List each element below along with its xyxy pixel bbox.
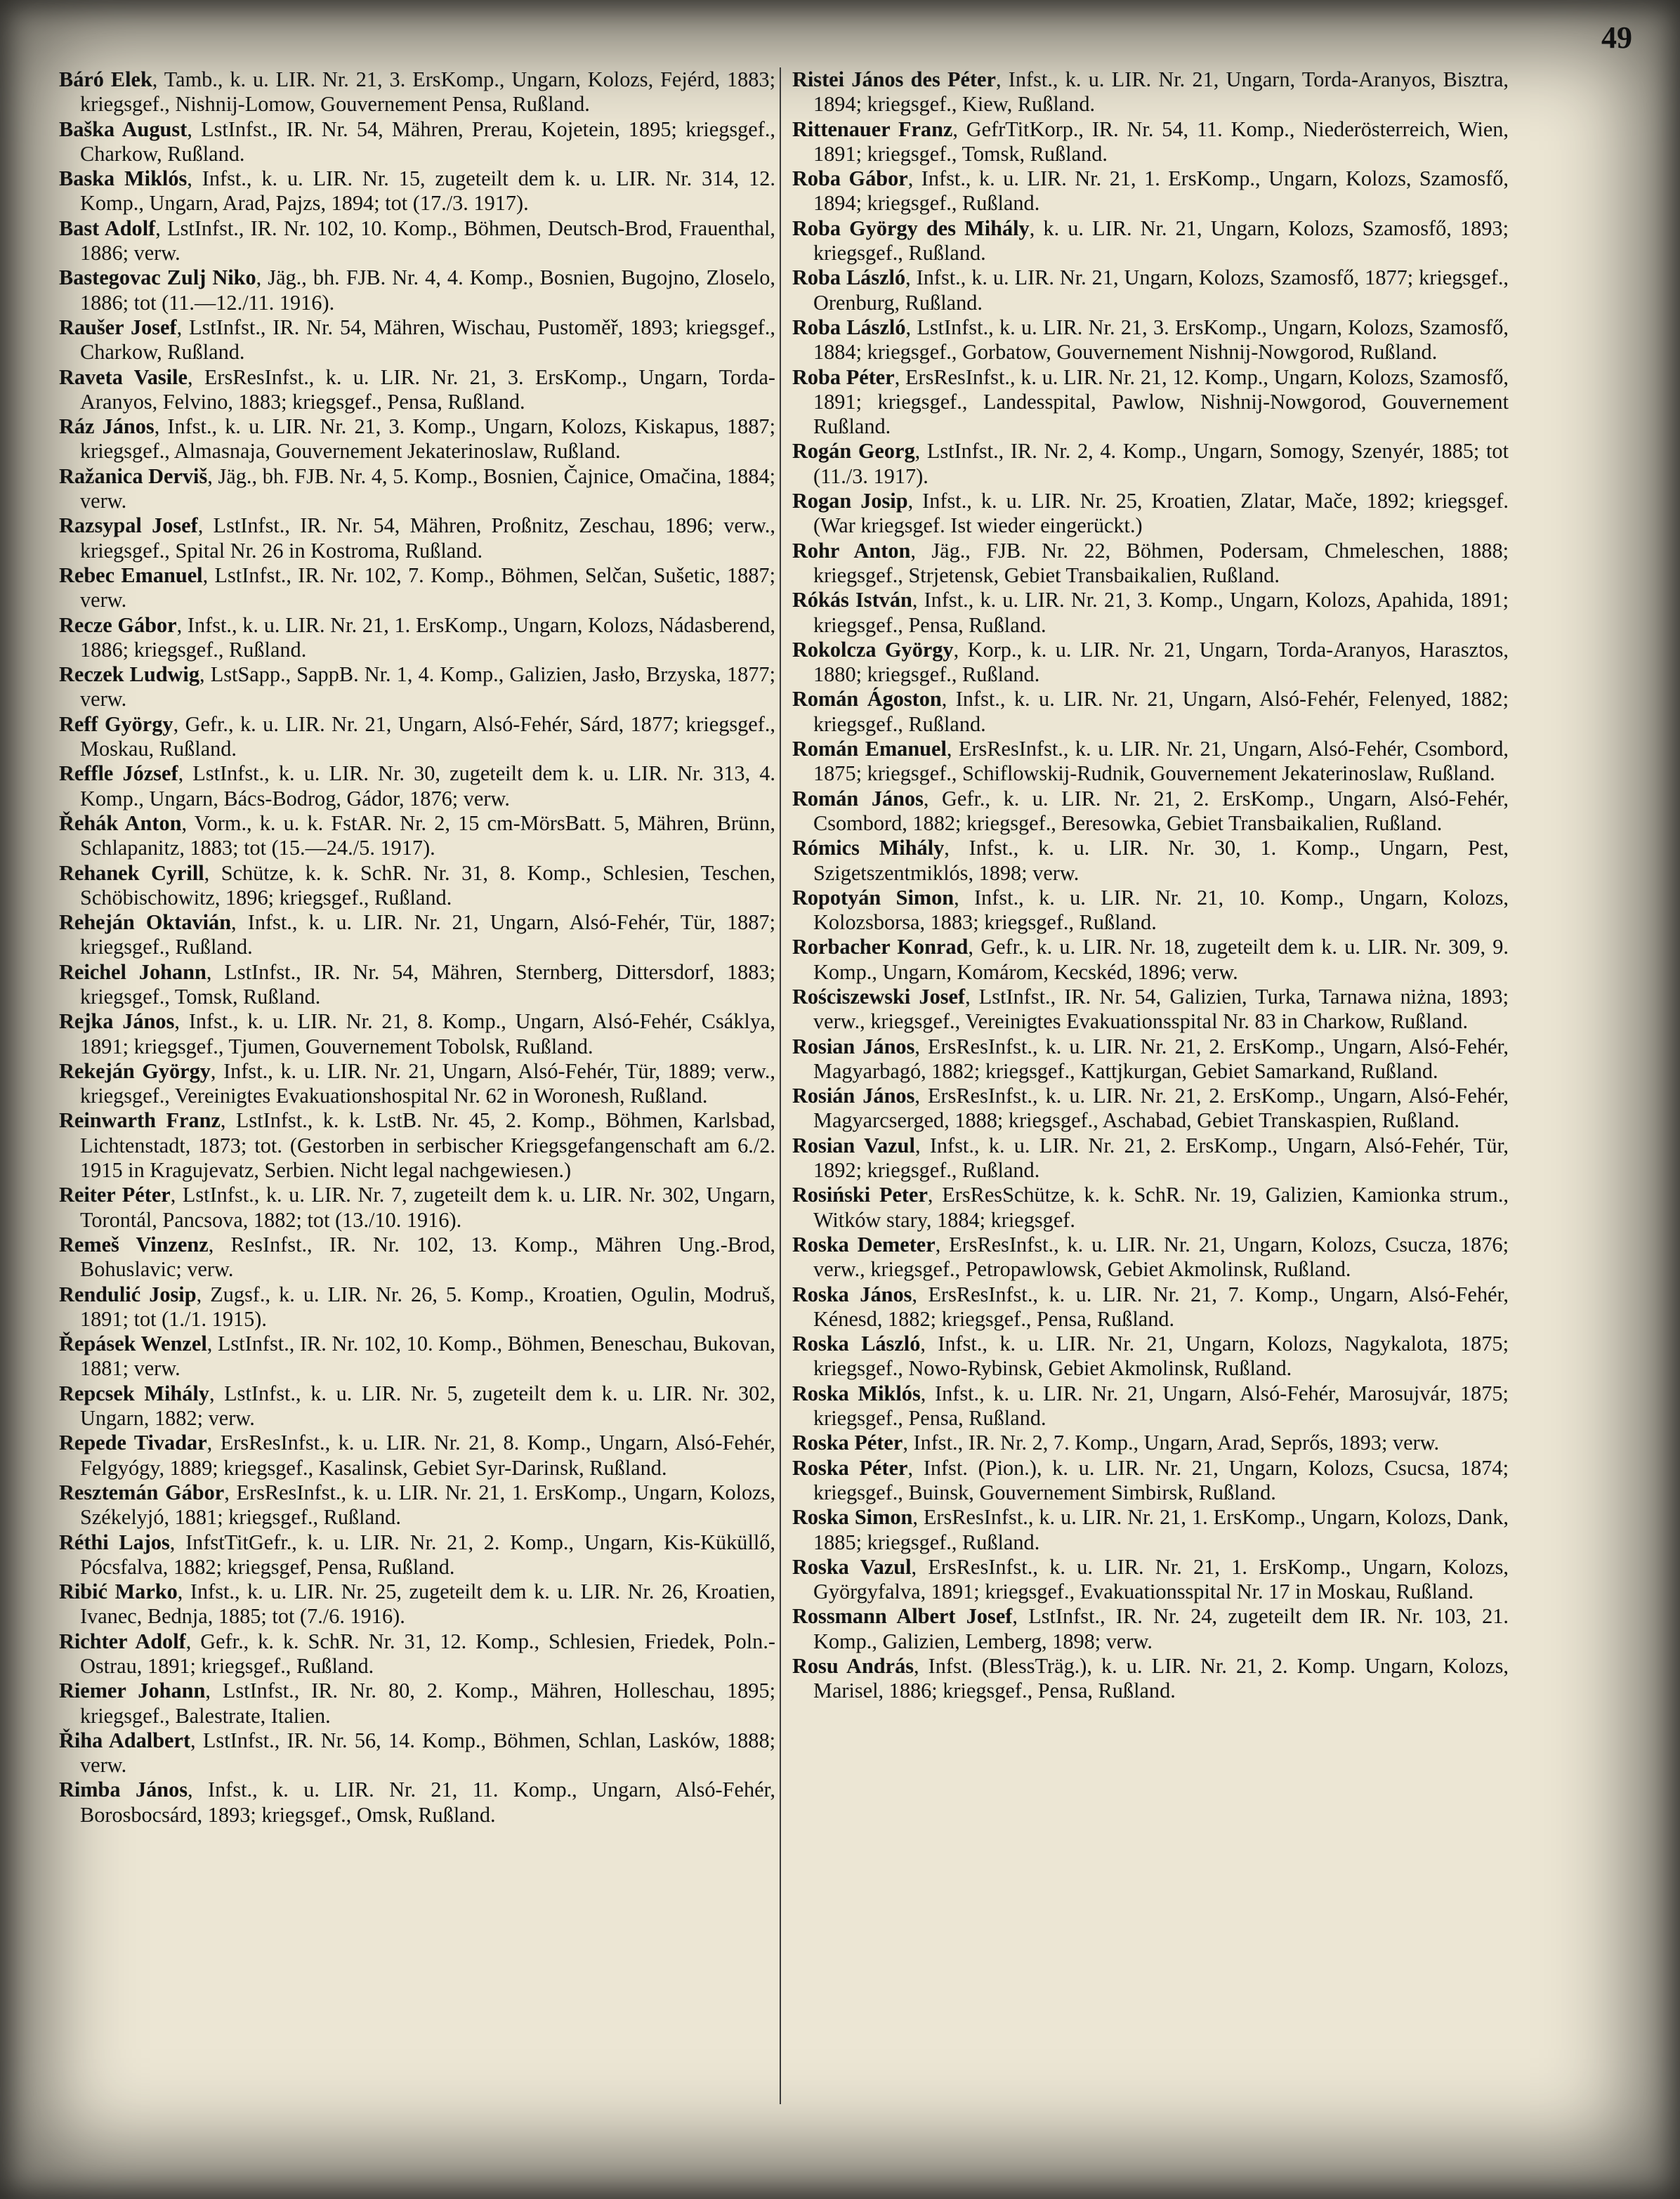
entry-name: Roska László	[792, 1332, 921, 1356]
entry-details: , ErsResSchütze, k. k. SchR. Nr. 19, Galizien, Kamionka strum., Witków stary, 1884; kriegsgef.	[813, 1183, 1509, 1232]
entry-details: , Infst., k. u. LIR. Nr. 21, Ungarn, Alsó-Fehér, Marosujvár, 1875; kriegsgef., Pensa, Rußland.	[813, 1381, 1509, 1431]
entry-details: , LstInfst., IR. Nr. 54, Galizien, Turka, Tarnawa niżna, 1893; verw., kriegsgef., Vereinigtes Evakuationsspital Nr. 83 in Charkow, Rußland.	[813, 984, 1509, 1034]
entry-name: Repede Tivadar	[59, 1431, 207, 1455]
entry-details: , Infst., k. u. LIR. Nr. 21, Ungarn, Alsó-Fehér, Tür, 1889; verw., kriegsgef., Vereinigtes Evakuationshospital Nr. 62 in Woronesh, Rußland.	[80, 1058, 775, 1108]
entry-name: Réthi Lajos	[59, 1530, 170, 1554]
register-entry	[59, 117, 775, 167]
entry-name: Bastegovac Zulj Niko	[59, 265, 256, 290]
entry-details: , ErsResInfst., k. u. LIR. Nr. 21, 3. ErsKomp., Ungarn, Torda-Aranyos, Felvino, 1883; kriegsgef., Pensa, Rußland.	[80, 365, 775, 414]
entry-name: Raveta Vasile	[59, 365, 188, 389]
register-entry	[59, 1679, 775, 1728]
entry-name: Roba László	[792, 265, 906, 290]
register-entry	[792, 1035, 1509, 1084]
register-entry	[792, 365, 1509, 440]
entry-name: Reiter Péter	[59, 1183, 171, 1207]
entry-details: , ErsResInfst., k. u. LIR. Nr. 21, 8. Komp., Ungarn, Alsó-Fehér, Felgyógy, 1889; kriegsgef., Kasalinsk, Gebiet Syr-Darinsk, Rußland.	[80, 1431, 775, 1480]
register-entry	[792, 439, 1509, 489]
entry-name: Rokolcza György	[792, 637, 954, 662]
register-entry	[59, 265, 775, 315]
entry-details: , LstInfst., k. u. LIR. Nr. 21, 3. ErsKomp., Ungarn, Kolozs, Szamosfő, 1884; kriegsgef., Gorbatow, Gouvernement Nishnij-Nowgorod, Rußland.	[813, 315, 1509, 365]
entry-name: Rogan Josip	[792, 489, 908, 513]
register-entry	[59, 1728, 775, 1778]
column-divider	[780, 67, 781, 2104]
entry-name: Rosiński Peter	[792, 1183, 928, 1207]
entry-details: , ErsResInfst., k. u. LIR. Nr. 21, 12. Komp., Ungarn, Kolozs, Szamosfő, 1891; kriegsgef., Landesspital, Pawlow, Nishnij-Nowgorod, Gouvernement Rußland.	[813, 365, 1509, 439]
register-entry	[59, 761, 775, 811]
entry-details: , LstInfst., IR. Nr. 102, 10. Komp., Böhmen, Beneschau, Bukovan, 1881; verw.	[80, 1332, 775, 1381]
register-entry	[59, 1108, 775, 1183]
entry-name: Roba Gábor	[792, 166, 908, 191]
entry-details: , Jäg., bh. FJB. Nr. 4, 4. Komp., Bosnien, Bugojno, Zloselo, 1886; tot (11.—12./11. 1916).	[80, 265, 775, 315]
entry-details: , LstInfst., k. u. LIR. Nr. 7, zugeteilt dem k. u. LIR. Nr. 302, Ungarn, Torontál, Pancsova, 1882; tot (13./10. 1916).	[80, 1183, 775, 1232]
entry-name: Baska Miklós	[59, 166, 188, 191]
entry-details: , Infst., k. u. LIR. Nr. 21, 1. ErsKomp., Ungarn, Kolozs, Szamosfő, 1894; kriegsgef., Rußland.	[813, 166, 1509, 216]
entry-details: , ErsResInfst., k. u. LIR. Nr. 21, Ungarn, Alsó-Fehér, Csombord, 1875; kriegsgef., Schiflowskij-Rudnik, Gouvernement Jekaterinoslaw, Rußland.	[813, 737, 1509, 786]
entry-details: , Infst., k. u. LIR. Nr. 21, 10. Komp., Ungarn, Kolozs, Kolozsborsa, 1883; kriegsgef., Rußland.	[813, 885, 1509, 935]
entry-details: , Vorm., k. u. k. FstAR. Nr. 2, 15 cm-MörsBatt. 5, Mähren, Brünn, Schlapanitz, 1883; tot (15.—24./5. 1917).	[80, 810, 775, 860]
register-entry	[59, 365, 775, 415]
register-entry	[59, 67, 775, 117]
entry-details: , Infst., k. u. LIR. Nr. 25, zugeteilt dem k. u. LIR. Nr. 26, Kroatien, Ivanec, Bednja, 1885; tot (7./6. 1916).	[80, 1580, 775, 1629]
register-entry	[59, 613, 775, 663]
register-entry	[792, 1431, 1509, 1455]
entry-details: , Infst. (BlessTräg.), k. u. LIR. Nr. 21, 2. Komp. Ungarn, Kolozs, Marisel, 1886; kriegsgef., Pensa, Rußland.	[813, 1654, 1509, 1703]
entry-details: , Infst., k. u. LIR. Nr. 21, Ungarn, Alsó-Fehér, Tür, 1887; kriegsgef., Rußland.	[80, 910, 775, 959]
entry-name: Rebec Emanuel	[59, 563, 203, 587]
entry-details: , Infst., k. u. LIR. Nr. 21, 1. ErsKomp., Ungarn, Kolozs, Nádasberend, 1886; kriegsgef., Rußland.	[80, 612, 775, 662]
entry-details: , Infst., k. u. LIR. Nr. 21, Ungarn, Torda-Aranyos, Bisztra, 1894; kriegsgef., Kiew, Rußland.	[813, 67, 1509, 117]
entry-name: Remeš Vinzenz	[59, 1232, 209, 1256]
register-entry	[59, 1233, 775, 1282]
register-entry	[59, 464, 775, 514]
entry-name: Reczek Ludwig	[59, 662, 199, 687]
entry-details: , Infst., IR. Nr. 2, 7. Komp., Ungarn, Arad, Seprős, 1893; verw.	[903, 1431, 1440, 1455]
entry-details: , ErsResInfst., k. u. LIR. Nr. 21, 1. ErsKomp., Ungarn, Kolozs, Dank, 1885; kriegsgef., Rußland.	[813, 1505, 1509, 1554]
page-number: 49	[1601, 20, 1632, 55]
entry-details: , ErsResInfst., k. u. LIR. Nr. 21, 1. ErsKomp., Ungarn, Kolozs, Székelyjó, 1881; kriegsgef., Rußland.	[80, 1480, 775, 1530]
entry-name: Riemer Johann	[59, 1679, 206, 1703]
entry-name: Rittenauer Franz	[792, 117, 953, 141]
entry-details: , LstInfst., k. u. LIR. Nr. 30, zugeteilt dem k. u. LIR. Nr. 313, 4. Komp., Ungarn, Bács-Bodrog, Gádor, 1876; verw.	[80, 761, 776, 810]
register-entry	[792, 737, 1509, 787]
entry-details: , LstInfst., IR. Nr. 54, Mähren, Prerau, Kojetein, 1895; kriegsgef., Charkow, Rußland.	[80, 117, 775, 166]
entry-details: , ErsResInfst., k. u. LIR. Nr. 21, 7. Komp., Ungarn, Alsó-Fehér, Kénesd, 1882; kriegsgef., Pensa, Rußland.	[813, 1282, 1509, 1331]
register-entry	[792, 638, 1509, 688]
register-entry	[792, 985, 1509, 1035]
entry-name: Baška August	[59, 117, 188, 141]
entry-name: Ražanica Derviš	[59, 464, 208, 488]
entry-details: , Infst., k. u. LIR. Nr. 21, Ungarn, Alsó-Fehér, Felenyed, 1882; kriegsgef., Rußland.	[813, 687, 1509, 736]
register-entry	[792, 539, 1509, 589]
entry-name: Roska Péter	[792, 1431, 903, 1455]
entry-name: Reinwarth Franz	[59, 1108, 221, 1133]
entry-details: , LstInfst., IR. Nr. 80, 2. Komp., Mähren, Holleschau, 1895; kriegsgef., Balestrate, Italien.	[80, 1679, 775, 1728]
entry-details: , Infst., k. u. LIR. Nr. 30, 1. Komp., Ungarn, Pest, Szigetszentmiklós, 1898; verw.	[813, 836, 1509, 885]
register-entry	[59, 1009, 775, 1059]
register-entry	[59, 1381, 775, 1431]
entry-name: Rogán Georg	[792, 439, 915, 464]
entry-details: , ErsResInfst., k. u. LIR. Nr. 21, Ungarn, Kolozs, Csucza, 1876; verw., kriegsgef., Petropawlowsk, Gebiet Akmolinsk, Rußland.	[813, 1232, 1509, 1282]
register-entry	[792, 1555, 1509, 1605]
register-entry	[792, 836, 1509, 886]
entry-details: , Infst., k. u. LIR. Nr. 21, 11. Komp., Ungarn, Alsó-Fehér, Borosbocsárd, 1893; kriegsgef., Omsk, Rußland.	[80, 1778, 775, 1827]
register-entry	[59, 662, 775, 712]
entry-name: Repcsek Mihály	[59, 1381, 209, 1405]
register-entry	[59, 712, 775, 762]
entry-name: Rossmann Albert Josef	[792, 1604, 1013, 1629]
entry-details: , LstInfst., k. k. LstB. Nr. 45, 2. Komp., Böhmen, Karlsbad, Lichtenstadt, 1873; tot. (Gestorben in serbischer Kriegsgefangenschaft am 6./2. 1915 in Kragujevatz, Serbien. Nicht legal nachgewiesen.)	[80, 1108, 775, 1183]
entry-details: , Infst., k. u. LIR. Nr. 21, 8. Komp., Ungarn, Alsó-Fehér, Csáklya, 1891; kriegsgef., Tjumen, Gouvernement Tobolsk, Rußland.	[80, 1009, 775, 1058]
entry-name: Rorbacher Konrad	[792, 935, 969, 959]
entry-details: , ErsResInfst., k. u. LIR. Nr. 21, 1. ErsKomp., Ungarn, Kolozs, Györgyfalva, 1891; kriegsgef., Evakuationsspital Nr. 17 in Moskau, Rußland.	[813, 1554, 1509, 1604]
entry-name: Rosian János	[792, 1034, 915, 1058]
entry-details: , Gefr., k. u. LIR. Nr. 21, 2. ErsKomp., Ungarn, Alsó-Fehér, Csombord, 1882; kriegsgef., Beresowka, Gebiet Transbaikalien, Rußland.	[813, 786, 1509, 835]
entry-name: Roba György des Mihály	[792, 216, 1030, 240]
entry-details: , Infst., k. u. LIR. Nr. 21, Ungarn, Kolozs, Nagykalota, 1875; kriegsgef., Nowo-Rybinsk, Gebiet Akmolinsk, Rußland.	[813, 1332, 1509, 1381]
entry-name: Rohr Anton	[792, 538, 911, 563]
register-entry	[59, 1282, 775, 1332]
entry-name: Roska Simon	[792, 1505, 913, 1530]
register-entry	[59, 216, 775, 266]
entry-details: , LstSapp., SappB. Nr. 1, 4. Komp., Galizien, Jasło, Brzyska, 1877; verw.	[80, 662, 775, 711]
entry-details: , Infst., k. u. LIR. Nr. 21, 3. Komp., Ungarn, Kolozs, Apahida, 1891; kriegsgef., Pensa, Rußland.	[813, 588, 1509, 637]
entry-details: , ErsResInfst., k. u. LIR. Nr. 21, 2. ErsKomp., Ungarn, Alsó-Fehér, Magyarbagó, 1882; kriegsgef., Kattjkurgan, Gebiet Samarkand, Rußland.	[813, 1034, 1509, 1083]
register-entry	[792, 117, 1509, 167]
register-entry	[59, 910, 775, 960]
entry-details: , Infst., k. u. LIR. Nr. 15, zugeteilt dem k. u. LIR. Nr. 314, 12. Komp., Ungarn, Arad, Pajzs, 1894; tot (17./3. 1917).	[80, 166, 775, 216]
register-entry	[792, 489, 1509, 539]
register-entry	[792, 216, 1509, 266]
register-entry	[59, 861, 775, 911]
entry-name: Richter Adolf	[59, 1629, 186, 1653]
entry-name: Rejka János	[59, 1009, 175, 1034]
register-entry	[792, 1332, 1509, 1381]
register-entry	[59, 1332, 775, 1381]
entry-name: Rościszewski Josef	[792, 984, 966, 1009]
entry-name: Řiha Adalbert	[59, 1728, 191, 1752]
register-entry	[792, 1654, 1509, 1704]
entry-details: , Infst., k. u. LIR. Nr. 21, 2. ErsKomp., Ungarn, Alsó-Fehér, Tür, 1892; kriegsgef., Rußland.	[813, 1133, 1509, 1183]
entry-name: Rómics Mihály	[792, 836, 945, 860]
register-entry	[59, 1431, 775, 1481]
register-entry	[792, 1505, 1509, 1555]
register-entry	[792, 315, 1509, 365]
left-column	[59, 67, 775, 1827]
register-entry	[59, 166, 775, 216]
register-entry	[59, 563, 775, 613]
entry-name: Roska Vazul	[792, 1554, 912, 1579]
register-entry	[59, 1530, 775, 1580]
register-entry	[59, 960, 775, 1010]
entry-details: , LstInfst., IR. Nr. 54, Mähren, Sternberg, Dittersdorf, 1883; kriegsgef., Tomsk, Rußland.	[80, 959, 775, 1009]
entry-name: Ristei János des Péter	[792, 67, 996, 91]
entry-name: Román Emanuel	[792, 737, 947, 761]
entry-details: , ErsResInfst., k. u. LIR. Nr. 21, 2. ErsKomp., Ungarn, Alsó-Fehér, Magyarcserged, 1888; kriegsgef., Aschabad, Gebiet Transkaspien, Rußland.	[813, 1084, 1509, 1133]
entry-name: Rókás István	[792, 588, 912, 612]
entry-name: Rosián János	[792, 1084, 915, 1108]
register-entry	[59, 1778, 775, 1827]
register-entry	[59, 1183, 775, 1233]
entry-details: , Infst., k. u. LIR. Nr. 25, Kroatien, Zlatar, Mače, 1892; kriegsgef. (War kriegsgef. Ist wieder eingerückt.)	[813, 489, 1509, 538]
entry-name: Resztemán Gábor	[59, 1480, 225, 1504]
entry-details: , Infst., k. u. LIR. Nr. 21, 3. Komp., Ungarn, Kolozs, Kiskapus, 1887; kriegsgef., Almasnaja, Gouvernement Jekaterinoslaw, Rußland.	[80, 414, 775, 464]
entry-name: Roska Miklós	[792, 1381, 921, 1405]
entry-details: , Gefr., k. u. LIR. Nr. 18, zugeteilt dem k. u. LIR. Nr. 309, 9. Komp., Ungarn, Komárom, Kecskéd, 1896; verw.	[813, 935, 1509, 984]
entry-name: Ribić Marko	[59, 1580, 178, 1604]
register-entry	[792, 787, 1509, 836]
entry-name: Roba Péter	[792, 365, 895, 389]
entry-name: Bast Adolf	[59, 216, 156, 240]
register-entry	[792, 588, 1509, 638]
register-entry	[792, 1233, 1509, 1282]
entry-details: , Tamb., k. u. LIR. Nr. 21, 3. ErsKomp., Ungarn, Kolozs, Fejérd, 1883; kriegsgef., Nishnij-Lomow, Gouvernement Pensa, Rußland.	[80, 67, 775, 117]
entry-name: Ráz János	[59, 414, 155, 439]
entry-details: , LstInfst., IR. Nr. 56, 14. Komp., Böhmen, Schlan, Lasków, 1888; verw.	[80, 1728, 776, 1778]
right-column	[792, 67, 1509, 1704]
entry-details: , LstInfst., IR. Nr. 54, Mähren, Proßnitz, Zeschau, 1896; verw., kriegsgef., Spital Nr. 26 in Kostroma, Rußland.	[80, 513, 775, 563]
entry-name: Rosu András	[792, 1654, 914, 1678]
entry-details: , Gefr., k. k. SchR. Nr. 31, 12. Komp., Schlesien, Friedek, Poln.-Ostrau, 1891; kriegsgef., Rußland.	[80, 1629, 775, 1678]
entry-details: , k. u. LIR. Nr. 21, Ungarn, Kolozs, Szamosfő, 1893; kriegsgef., Rußland.	[813, 216, 1509, 265]
entry-name: Ropotyán Simon	[792, 885, 954, 910]
entry-name: Rendulić Josip	[59, 1282, 197, 1306]
register-entry	[792, 1381, 1509, 1431]
register-entry	[792, 1456, 1509, 1506]
entry-name: Rosian Vazul	[792, 1133, 915, 1157]
register-entry	[792, 886, 1509, 936]
register-entry	[792, 1282, 1509, 1332]
register-entry	[792, 687, 1509, 737]
entry-name: Reichel Johann	[59, 959, 206, 984]
entry-details: , LstInfst., IR. Nr. 24, zugeteilt dem IR. Nr. 103, 21. Komp., Galizien, Lemberg, 1898; verw.	[813, 1604, 1509, 1653]
register-entry	[792, 1134, 1509, 1183]
register-entry	[792, 1604, 1509, 1654]
entry-details: , LstInfst., IR. Nr. 102, 7. Komp., Böhmen, Selčan, Sušetic, 1887; verw.	[80, 563, 775, 612]
entry-details: , LstInfst., IR. Nr. 102, 10. Komp., Böhmen, Deutsch-Brod, Frauenthal, 1886; verw.	[80, 216, 775, 265]
entry-name: Roska Demeter	[792, 1232, 936, 1256]
entry-details: , LstInfst., k. u. LIR. Nr. 5, zugeteilt dem k. u. LIR. Nr. 302, Ungarn, 1882; verw.	[80, 1381, 775, 1431]
entry-name: Roska Péter	[792, 1455, 908, 1480]
entry-name: Reheján Oktavián	[59, 910, 232, 935]
register-entry	[792, 166, 1509, 216]
entry-name: Rekeján György	[59, 1058, 211, 1083]
entry-details: , Jäg., bh. FJB. Nr. 4, 5. Komp., Bosnien, Čajnice, Omačina, 1884; verw.	[80, 464, 775, 513]
register-entry	[59, 1629, 775, 1679]
register-entry	[59, 811, 775, 861]
entry-name: Reffle József	[59, 761, 178, 786]
register-entry	[59, 1481, 775, 1530]
entry-details: , GefrTitKorp., IR. Nr. 54, 11. Komp., Niederösterreich, Wien, 1891; kriegsgef., Tomsk, Rußland.	[813, 117, 1509, 166]
entry-name: Roba László	[792, 315, 906, 339]
entry-name: Řehák Anton	[59, 810, 182, 835]
entry-name: Román János	[792, 786, 924, 810]
entry-details: , LstInfst., IR. Nr. 54, Mähren, Wischau, Pustoměř, 1893; kriegsgef., Charkow, Rußland.	[80, 315, 775, 365]
register-entry	[792, 265, 1509, 315]
entry-details: , LstInfst., IR. Nr. 2, 4. Komp., Ungarn, Somogy, Szenyér, 1885; tot (11./3. 1917).	[813, 439, 1509, 488]
entry-name: Raušer Josef	[59, 315, 177, 339]
entry-name: Roska János	[792, 1282, 912, 1306]
entry-name: Rehanek Cyrill	[59, 860, 204, 885]
register-entry	[792, 67, 1509, 117]
register-entry	[59, 1059, 775, 1109]
entry-name: Rimba János	[59, 1778, 188, 1802]
entry-name: Řepásek Wenzel	[59, 1332, 207, 1356]
register-entry	[59, 414, 775, 464]
register-entry	[59, 1580, 775, 1629]
entry-details: , Infst., k. u. LIR. Nr. 21, Ungarn, Kolozs, Szamosfő, 1877; kriegsgef., Orenburg, Rußland.	[813, 265, 1509, 315]
entry-name: Razsypal Josef	[59, 513, 198, 538]
register-entry	[59, 513, 775, 563]
entry-details: , Infst. (Pion.), k. u. LIR. Nr. 21, Ungarn, Kolozs, Csucsa, 1874; kriegsgef., Buinsk, Gouvernement Simbirsk, Rußland.	[813, 1455, 1509, 1504]
entry-details: , ResInfst., IR. Nr. 102, 13. Komp., Mähren Ung.-Brod, Bohuslavic; verw.	[80, 1232, 775, 1282]
entry-name: Báró Elek	[59, 67, 152, 91]
entry-name: Reff György	[59, 711, 173, 736]
entry-details: , Zugsf., k. u. LIR. Nr. 26, 5. Komp., Kroatien, Ogulin, Modruš, 1891; tot (1./1. 1915).	[80, 1282, 775, 1331]
entry-details: , Korp., k. u. LIR. Nr. 21, Ungarn, Torda-Aranyos, Harasztos, 1880; kriegsgef., Rußland.	[813, 637, 1509, 687]
entry-name: Román Ágoston	[792, 687, 942, 711]
register-entry	[792, 1183, 1509, 1233]
entry-details: , Gefr., k. u. LIR. Nr. 21, Ungarn, Alsó-Fehér, Sárd, 1877; kriegsgef., Moskau, Rußland.	[80, 711, 775, 761]
entry-details: , InfstTitGefr., k. u. LIR. Nr. 21, 2. Komp., Ungarn, Kis-Küküllő, Pócsfalva, 1882; kriegsgef, Pensa, Rußland.	[80, 1530, 775, 1579]
register-entry	[792, 1084, 1509, 1134]
entry-details: , Schütze, k. k. SchR. Nr. 31, 8. Komp., Schlesien, Teschen, Schöbischowitz, 1896; kriegsgef., Rußland.	[80, 860, 775, 910]
entry-name: Recze Gábor	[59, 612, 177, 637]
register-entry	[792, 935, 1509, 985]
entry-details: , Jäg., FJB. Nr. 22, Böhmen, Podersam, Chmeleschen, 1888; kriegsgef., Strjetensk, Gebiet Transbaikalien, Rußland.	[813, 538, 1509, 587]
register-entry	[59, 315, 775, 365]
